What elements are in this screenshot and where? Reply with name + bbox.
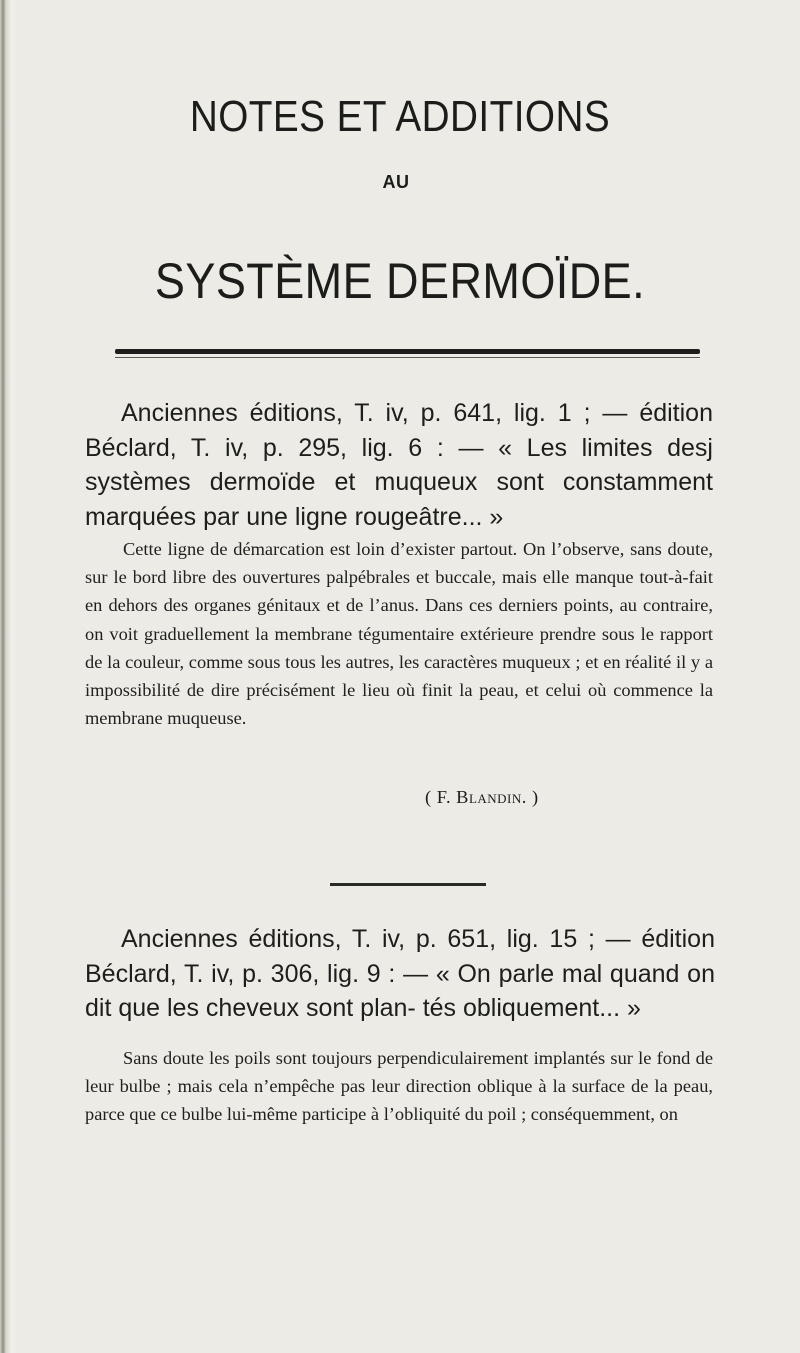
note-paragraph-1: Cette ligne de démarcation est loin d’exister partout. On l’observe, sans doute, sur le bord libre des ouvertures palpébrales et buccale, mais elle manque tout-à-fait en dehors des organes génitaux et de l’anus. Dans ces derniers points, au contraire, on voit graduellement la membrane tégumentaire extérieure prendre sous le rapport de la couleur, comme sous tous les autres, les caractères muqueux ; et en réalité il y a impossibilité de dire précisément le lieu où finit la peau, et celui où commence la membrane muqueuse.	[85, 539, 713, 729]
title-rule-thick	[115, 349, 700, 354]
reference-paragraph-1: Anciennes éditions, T. iv, p. 641, lig. 1 ; — édition Béclard, T. iv, p. 295, lig. 6 : — « Les limites desj systèmes dermoïde et muqueux sont constamment marquées par une ligne rougeâtre... »	[85, 399, 713, 531]
page-title: NOTES ET ADDITIONS	[189, 92, 611, 141]
note-signature: ( F. Blandin. )	[425, 787, 539, 807]
reference-paragraph-2: Anciennes éditions, T. iv, p. 651, lig. 15 ; — édition Béclard, T. iv, p. 306, lig. 9 : — « On parle mal quand on dit que les cheveux sont plan- tés obliquement... »	[85, 925, 715, 1022]
title-connector: AU	[382, 172, 410, 192]
title-rule-thin	[115, 357, 700, 358]
section-divider	[330, 883, 486, 886]
page-subject: SYSTÈME DERMOÏDE.	[154, 253, 646, 309]
note-paragraph-2: Sans doute les poils sont toujours perpendiculairement implantés sur le fond de leur bulbe ; mais cela n’empêche pas leur direction oblique à la surface de la peau, parce que ce bulbe lui-même participe à l’obliquité du poil ; conséquemment, on	[85, 1048, 713, 1125]
